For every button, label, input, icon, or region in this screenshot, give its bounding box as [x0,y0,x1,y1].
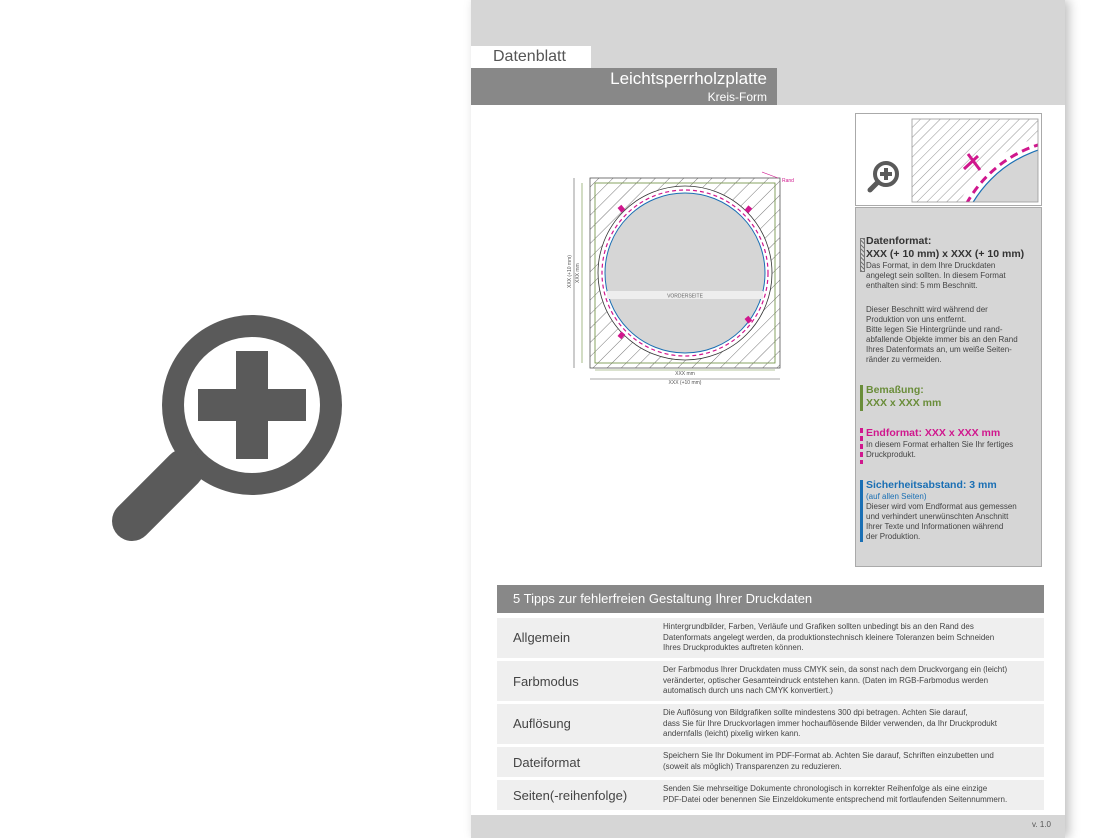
tips-header: 5 Tipps zur fehlerfreien Gestaltung Ihrer Druckdaten [497,585,1044,613]
bemassung-block [866,384,941,410]
zoom-in-icon[interactable] [104,293,360,549]
beschnitt-text-line: Produktion von uns entfernt. [866,315,967,324]
product-title-bar [471,68,777,105]
sicherheit-text-line: und verhindert unerwünschten Anschnitt [866,512,1009,521]
tip-row [497,704,1044,744]
endformat-block [866,427,1013,460]
tip-text-line: Datenformats angelegt werden, da produktionstechnisch kleinere Toleranzen beim Schneiden [663,632,995,642]
product-title: Leichtsperrholzplatte [610,69,767,88]
tip-text-line: Ihres Druckproduktes auftreten können. [663,643,804,652]
tip-row [497,618,1044,658]
dim-inner-h: XXX mm [675,371,695,377]
datasheet-page [471,0,1065,838]
datenformat-marker [860,238,865,272]
face-label: VORDERSEITE [667,293,703,300]
endformat-text-line: Druckprodukt. [866,450,916,459]
sicherheit-block [866,479,1017,542]
tip-row [497,780,1044,810]
zoom-detail-panel [855,113,1042,206]
beschnitt-text-line: Bitte legen Sie Hintergründe und rand- [866,325,1003,334]
tip-row [497,747,1044,777]
sicherheit-marker [860,480,863,542]
dim-inner-v: XXX mm [575,263,581,283]
tip-title: Dateiformat [513,755,581,770]
sicherheit-subtitle: (auf allen Seiten) [866,492,927,501]
tip-text [663,708,1033,740]
datenformat-text-line: Das Format, in dem Ihre Druckdaten [866,261,996,270]
datenformat-text-line: angelegt sein sollten. In diesem Format [866,271,1006,280]
product-subtitle: Kreis-Form [707,90,767,104]
rand-label: Rand [782,178,794,184]
bemassung-marker [860,385,863,411]
tip-text-line: Der Farbmodus Ihrer Druckdaten muss CMYK sein, da sonst nach dem Druckvorgang ein (leicht) [663,665,1008,674]
tip-text-line: andernfalls (leicht) pixelig wirken kann. [663,729,801,738]
tip-title: Allgemein [513,630,571,645]
beschnitt-text-line: Ihres Datenformats an, um weiße Seiten- [866,345,1012,354]
sicherheit-title: Sicherheitsabstand: 3 mm [866,479,997,491]
beschnitt-block [866,305,1018,365]
datenformat-block [866,235,1024,291]
footer-band [471,815,1065,838]
datenformat-title: Datenformat: [866,235,932,247]
tip-title: Auflösung [513,716,571,731]
beschnitt-text-line: abfallende Objekte immer bis an den Rand [866,335,1018,344]
dim-outer-v: XXX (+10 mm) [567,255,573,288]
tip-text-line: Senden Sie mehrseitige Dokumente chronologisch in korrekter Reihenfolge als eine einzige [663,784,988,793]
sicherheit-text-line: Ihrer Texte und Informationen während [866,522,1004,531]
endformat-text-line: In diesem Format erhalten Sie Ihr fertiges [866,440,1014,449]
tip-text [663,751,1033,772]
datenformat-value: XXX (+ 10 mm) x XXX (+ 10 mm) [866,248,1025,260]
bemassung-title: Bemaßung: [866,384,924,396]
format-diagram [546,160,816,395]
beschnitt-text-line: ränder zu vermeiden. [866,355,942,364]
tip-title: Farbmodus [513,674,579,689]
tip-text-line: dass Sie für Ihre Druckvorlagen immer hochauflösende Bilder verwenden, da Ihr Druckprodukt [663,718,997,728]
tip-text-line: Die Auflösung von Bildgrafiken sollte mindestens 300 dpi betragen. Achten Sie darauf, [663,708,968,717]
datenformat-text-line: enthalten sind: 5 mm Beschnitt. [866,281,978,290]
datasheet-label: Datenblatt [471,46,591,68]
endformat-title: Endformat: XXX x XXX mm [866,427,1001,439]
tip-text-line: PDF-Datei oder benennen Sie Einzeldokumente entsprechend mit fortlaufenden Seitennummern. [663,794,1008,804]
bemassung-value: XXX x XXX mm [866,397,942,409]
tip-text-line: (soweit als möglich) Transparenzen zu reduzieren. [663,761,842,771]
tip-text [663,784,1033,805]
tip-text-line: automatisch durch uns nach CMYK konvertiert.) [663,686,833,695]
endformat-marker [860,428,863,464]
format-info-panel [855,207,1042,567]
tip-text-line: Speichern Sie Ihr Dokument im PDF-Format ab. Achten Sie darauf, Schriften einzubetten und [663,751,994,760]
tip-text-line: veränderter, optischer Gesamteindruck entstehen kann. (Daten im RGB-Farbmodus werden [663,675,989,685]
beschnitt-text-line: Dieser Beschnitt wird während der [866,305,988,314]
tip-text [663,665,1033,697]
sicherheit-text-line: Dieser wird vom Endformat aus gemessen [866,502,1017,511]
tip-title: Seiten(-reihenfolge) [513,788,628,803]
version-label: v. 1.0 [1032,820,1051,829]
tip-text-line: Hintergrundbilder, Farben, Verläufe und Grafiken sollten unbedingt bis an den Rand des [663,622,974,631]
dim-outer-h: XXX (+10 mm) [668,380,702,386]
tip-row [497,661,1044,701]
zoom-in-icon[interactable] [870,163,897,190]
sicherheit-text-line: der Produktion. [866,532,921,541]
tip-text [663,622,1033,654]
